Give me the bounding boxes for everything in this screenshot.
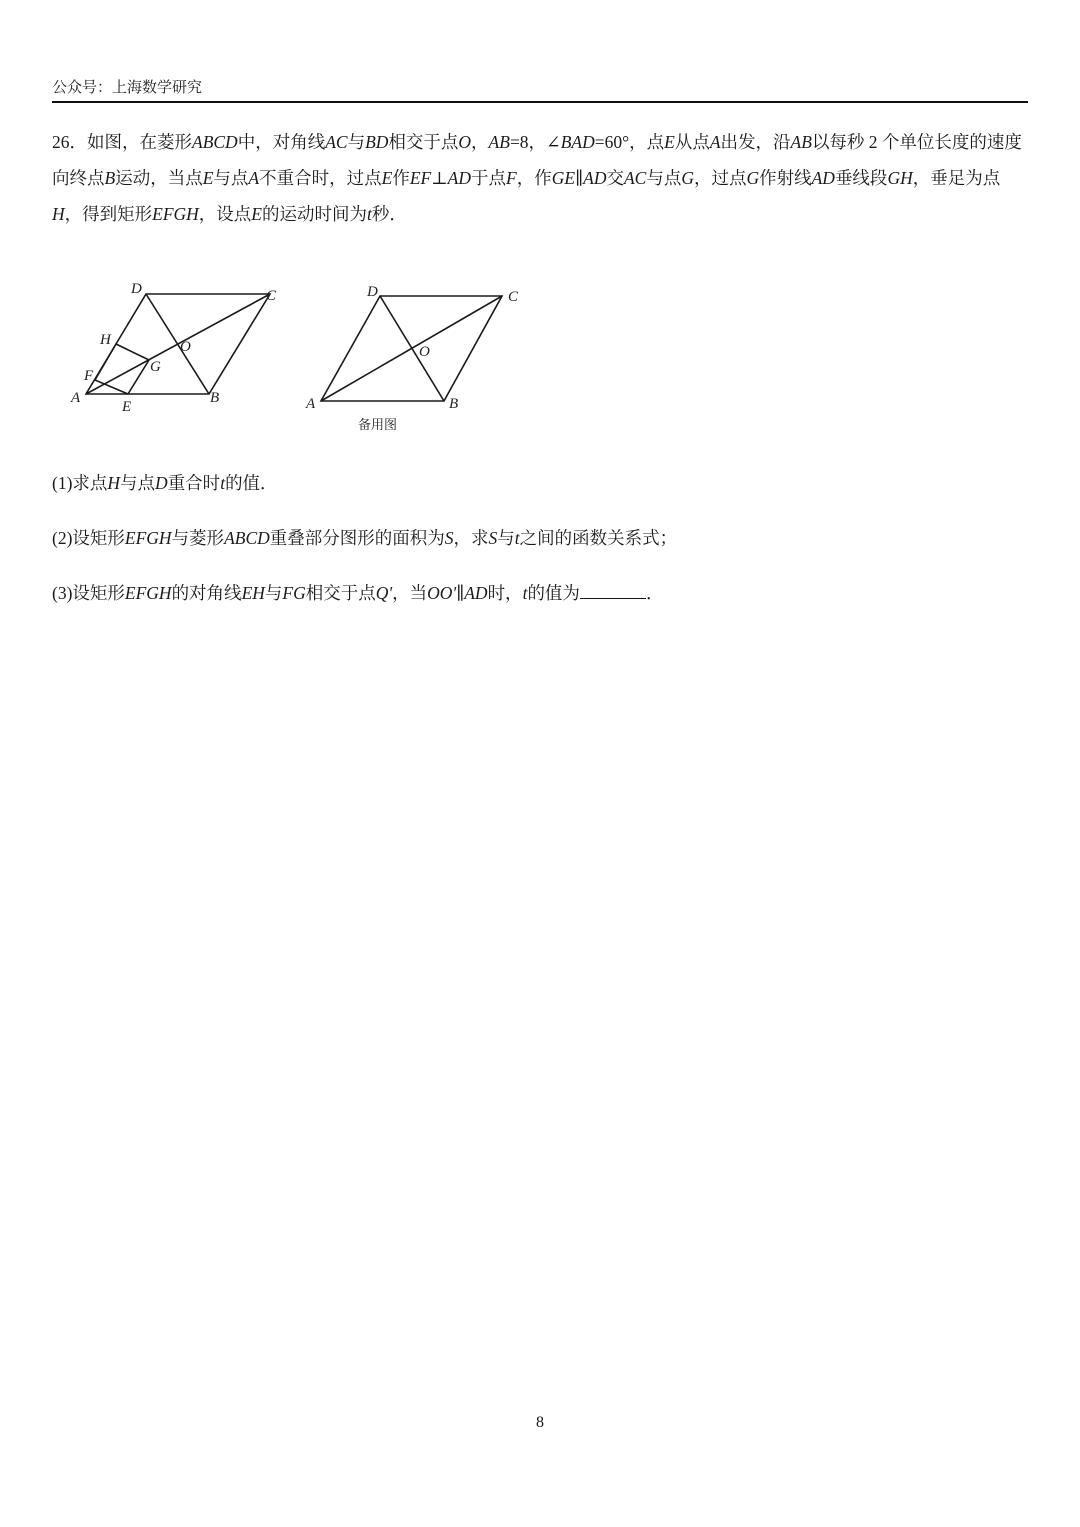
answer-blank[interactable] [580,582,646,599]
text: 交 [606,168,624,188]
math: AB [790,132,812,152]
text: 与 [264,583,283,603]
rhombus-diagrams [60,270,540,440]
math: E [251,204,262,224]
math: B [104,168,116,188]
text: 以每秒 2 个单位长度的速度向终点 [52,132,1022,188]
text: 秒． [371,204,407,224]
text: 与点 [646,168,682,188]
label-D: D [367,284,378,300]
label-O: O [419,344,430,360]
label-O: O [180,339,191,355]
math: E [664,132,675,152]
label-A: A [306,396,316,412]
text: 运动，当点 [115,168,203,188]
label-E: E [122,399,132,415]
math: BAD [560,132,595,152]
math: EFGH [152,204,199,224]
math: GE [551,168,576,188]
label-B: B [449,396,459,412]
text: 作 [392,168,410,188]
math: S [488,528,498,548]
text: =8，∠ [509,132,561,152]
math: EFGH [124,583,172,603]
math: Q' [375,583,393,603]
math: BD [365,132,389,152]
math: AC [325,132,348,152]
text: 的对角线 [171,583,242,603]
text: ⊥ [431,168,448,188]
text: (2)设矩形 [52,528,125,548]
text: ，设点 [198,204,252,224]
math: A [248,168,260,188]
label-C: C [508,289,519,305]
text: 重合时 [167,473,221,493]
figure-caption: 备用图 [358,418,398,433]
math: F [506,168,517,188]
label-C: C [266,288,277,304]
problem-statement [52,124,1030,232]
text: ∥ [456,583,465,603]
text: ，作 [516,168,552,188]
text: 的运动时间为 [262,204,367,224]
math: E [202,168,214,188]
text: 的值为 [527,583,580,603]
math: S [444,528,454,548]
text: 作射线 [759,168,812,188]
text: 垂线段 [834,168,888,188]
question-1 [52,468,278,498]
label-A: A [71,390,81,406]
label-B: B [210,390,220,406]
fig2-diagonal-bd [380,296,444,401]
math: AB [488,132,510,152]
text: 从点 [674,132,710,152]
math: EF [409,168,432,188]
geometry-figures [60,270,540,440]
header-title: 公众号：上海数学研究 [52,78,203,96]
fig1-diagonal-bd [146,294,209,394]
question-2 [52,523,677,553]
math: t [367,204,372,224]
math: A [709,132,721,152]
text: ∥ [575,168,584,188]
math: AD [464,583,488,603]
text: 之间的函数关系式； [519,528,678,548]
math: G [746,168,760,188]
page-number: 8 [536,1414,544,1431]
text: ，得到矩形 [64,204,153,224]
text: 如图，在菱形 [87,132,192,152]
math: EFGH [124,528,172,548]
text: 与 [347,132,366,152]
label-H: H [100,332,111,348]
math: AD [447,168,471,188]
text: 与点 [120,473,156,493]
fig1-segment-hg [116,344,149,360]
text: ，当 [392,583,428,603]
text: 不重合时，过点 [259,168,382,188]
math: O [458,132,472,152]
math: G [681,168,694,188]
math: GH [887,168,913,188]
math: ABCD [224,528,270,548]
math: t [522,583,528,603]
math: AC [623,168,647,188]
math: H [107,473,121,493]
math: OO' [427,583,457,603]
math: t [220,473,226,493]
math: AD [583,168,607,188]
text: ，垂足为点 [912,168,1001,188]
text: 中，对角线 [237,132,326,152]
text: 出发，沿 [720,132,791,152]
math: H [52,204,65,224]
text: ，过点 [693,168,747,188]
label-D: D [131,281,142,297]
question-3 [52,578,663,608]
text: (1)求点 [52,473,108,493]
text: 相交于点 [388,132,459,152]
math: FG [282,583,306,603]
math: t [514,528,520,548]
header-divider [52,101,1028,103]
math: E [381,168,393,188]
math: EH [241,583,265,603]
text: 与 [497,528,515,548]
text: 时， [487,583,523,603]
label-G: G [150,359,161,375]
text: 与菱形 [171,528,225,548]
text: 于点 [471,168,506,188]
problem-number: 26． [52,132,87,152]
text: 重叠部分图形的面积为 [269,528,445,548]
label-F: F [84,368,94,384]
text: ． [645,583,664,603]
text: 相交于点 [305,583,376,603]
text: =60°，点 [594,132,665,152]
math: AD [811,168,835,188]
math: ABCD [192,132,238,152]
fig1-segment-fh [95,344,116,380]
text: (3)设矩形 [52,583,125,603]
text: 的值． [225,473,278,493]
text: ，求 [453,528,489,548]
text: 与点 [213,168,249,188]
math: D [155,473,168,493]
text: ， [471,132,489,152]
